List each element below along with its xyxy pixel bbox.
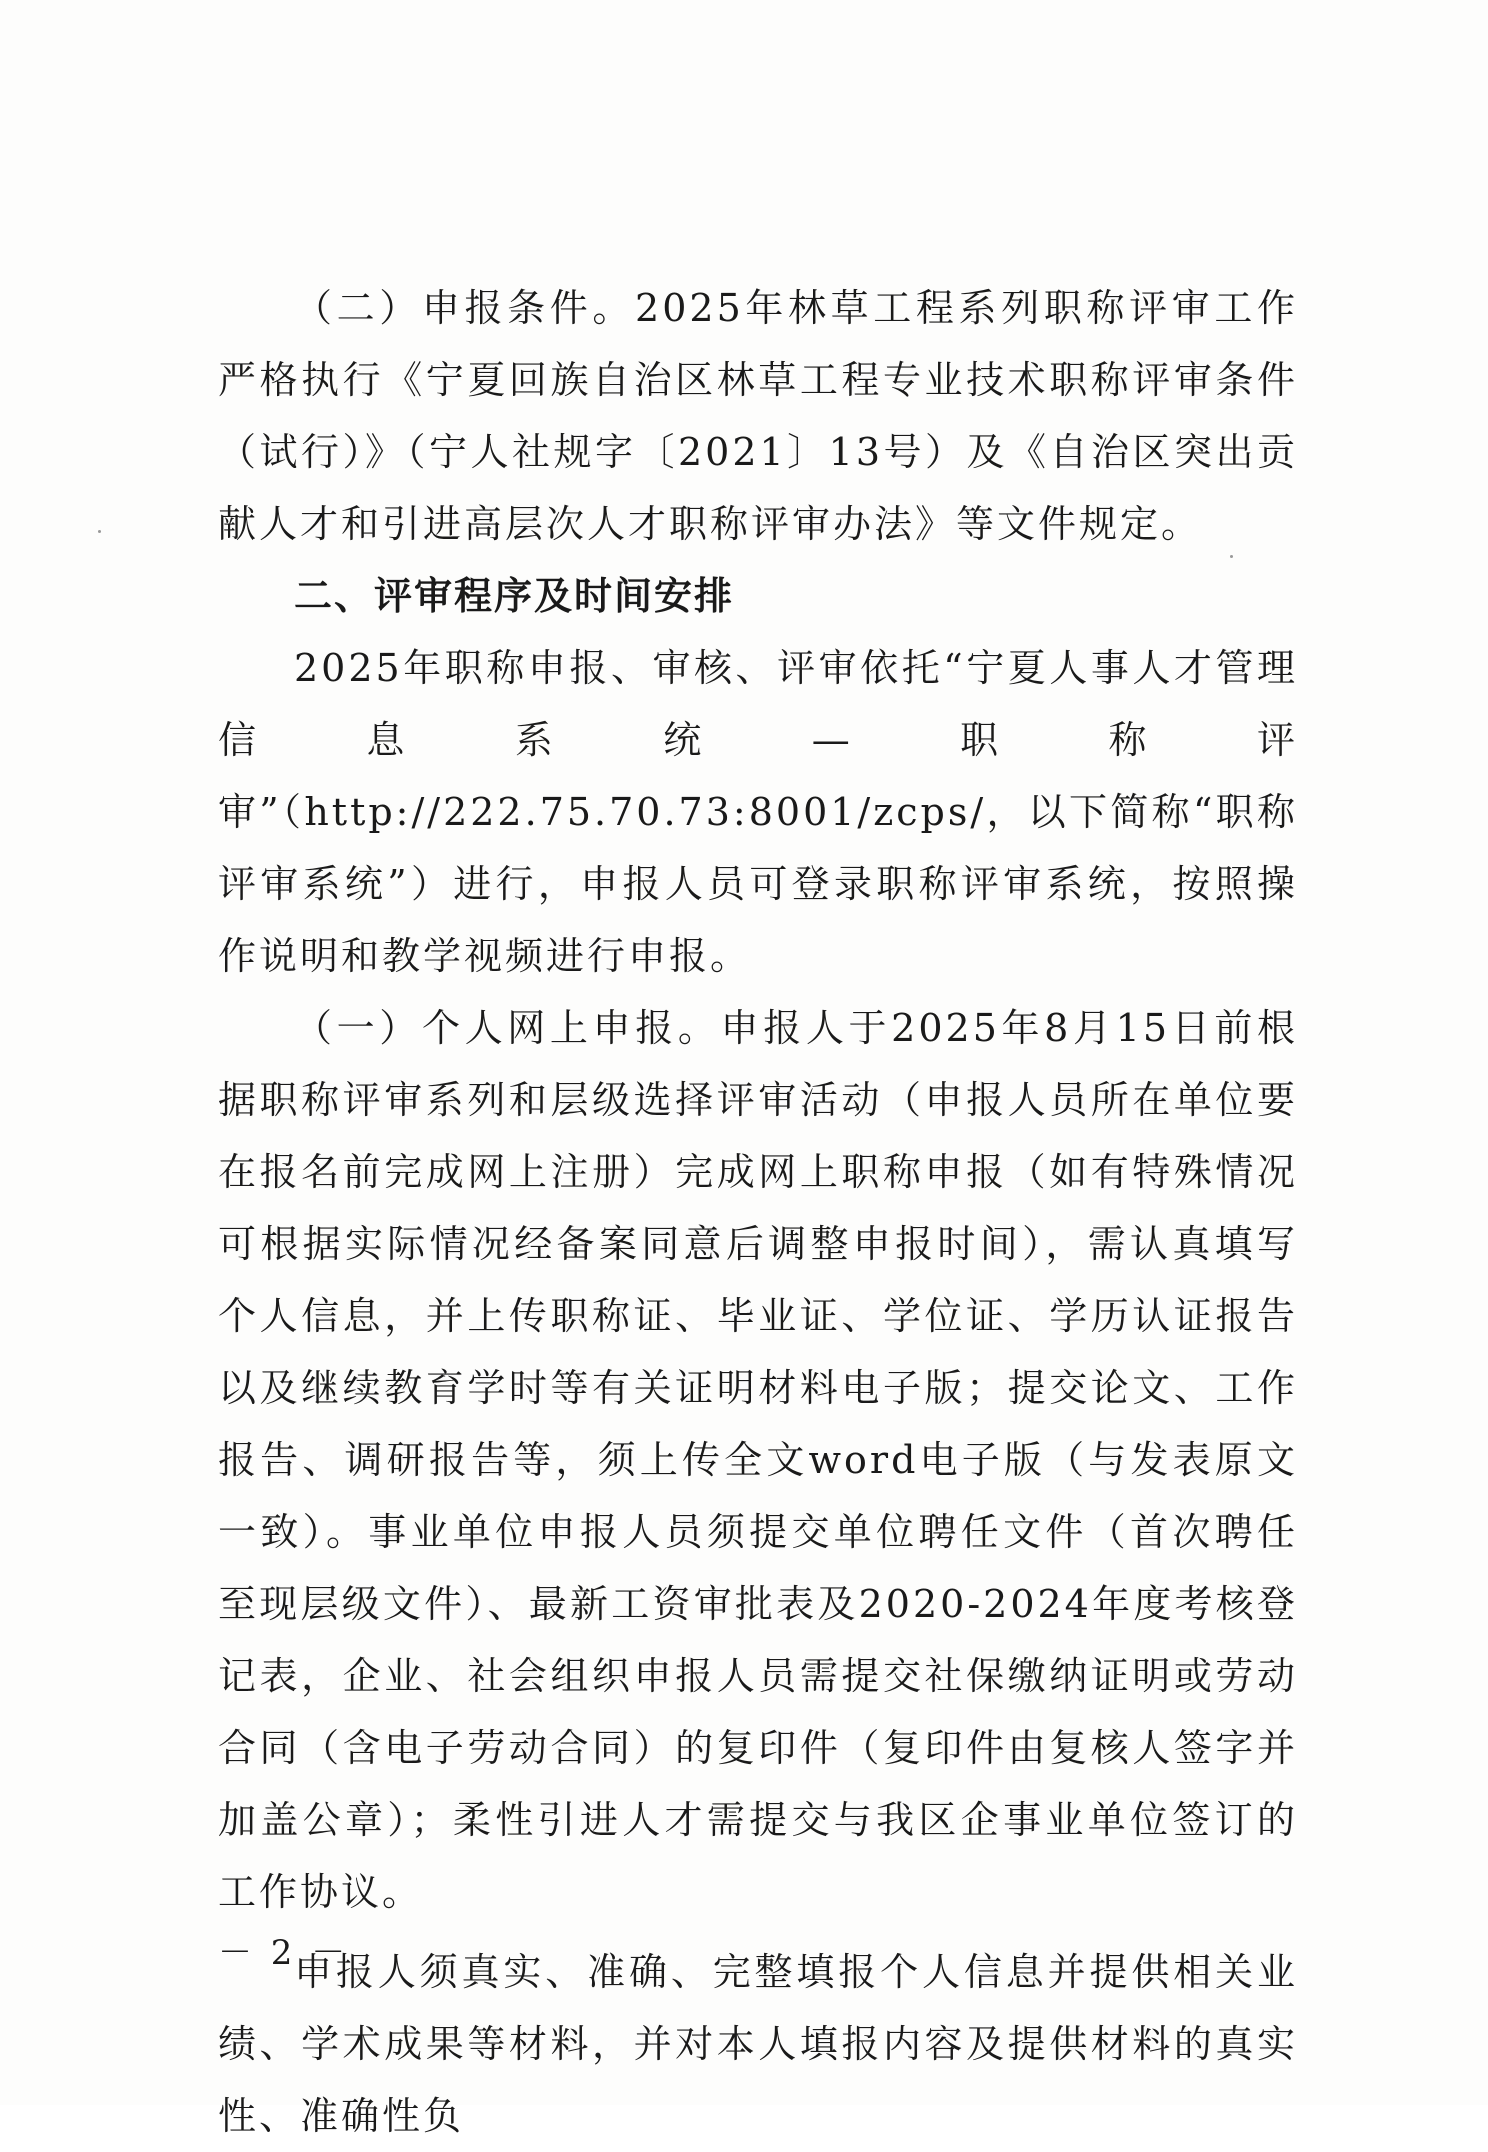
paragraph-review-system: 2025年职称申报、审核、评审依托“宁夏人事人才管理信息系统—职称评审”（http://222.75.70.73:8001/zcps/，以下简称“职称评审系统”）进行，申报人员可登录职称评审系统，按照操作说明和教学视频进行申报。 <box>218 646 1298 978</box>
paragraph-applicant-responsibility: 申报人须真实、准确、完整填报个人信息并提供相关业绩、学术成果等材料，并对本人填报内容及提供材料的真实性、准确性负 <box>218 1950 1298 2138</box>
section-heading-review-procedure: 二、评审程序及时间安排 <box>294 574 735 618</box>
document-body <box>218 272 1298 2152</box>
page-number: － 2 － <box>218 1933 350 1973</box>
paragraph-application-conditions: （二）申报条件。2025年林草工程系列职称评审工作严格执行《宁夏回族自治区林草工程专业技术职称评审条件（试行）》（宁人社规字〔2021〕13号）及《自治区突出贡献人才和引进高层次人才职称评审办法》等文件规定。 <box>218 286 1298 546</box>
paragraph-online-application: （一）个人网上申报。申报人于2025年8月15日前根据职称评审系列和层级选择评审活动（申报人员所在单位要在报名前完成网上注册）完成网上职称申报（如有特殊情况可根据实际情况经备案同意后调整申报时间），需认真填写个人信息，并上传职称证、毕业证、学位证、学历认证报告以及继续教育学时等有关证明材料电子版；提交论文、工作报告、调研报告等，须上传全文word电子版（与发表原文一致）。事业单位申报人员须提交单位聘任文件（首次聘任至现层级文件）、最新工资审批表及2020-2024年度考核登记表，企业、社会组织申报人员需提交社保缴纳证明或劳动合同（含电子劳动合同）的复印件（复印件由复核人签字并加盖公章）；柔性引进人才需提交与我区企事业单位签订的工作协议。 <box>218 1006 1298 1914</box>
scan-speck <box>98 530 101 533</box>
